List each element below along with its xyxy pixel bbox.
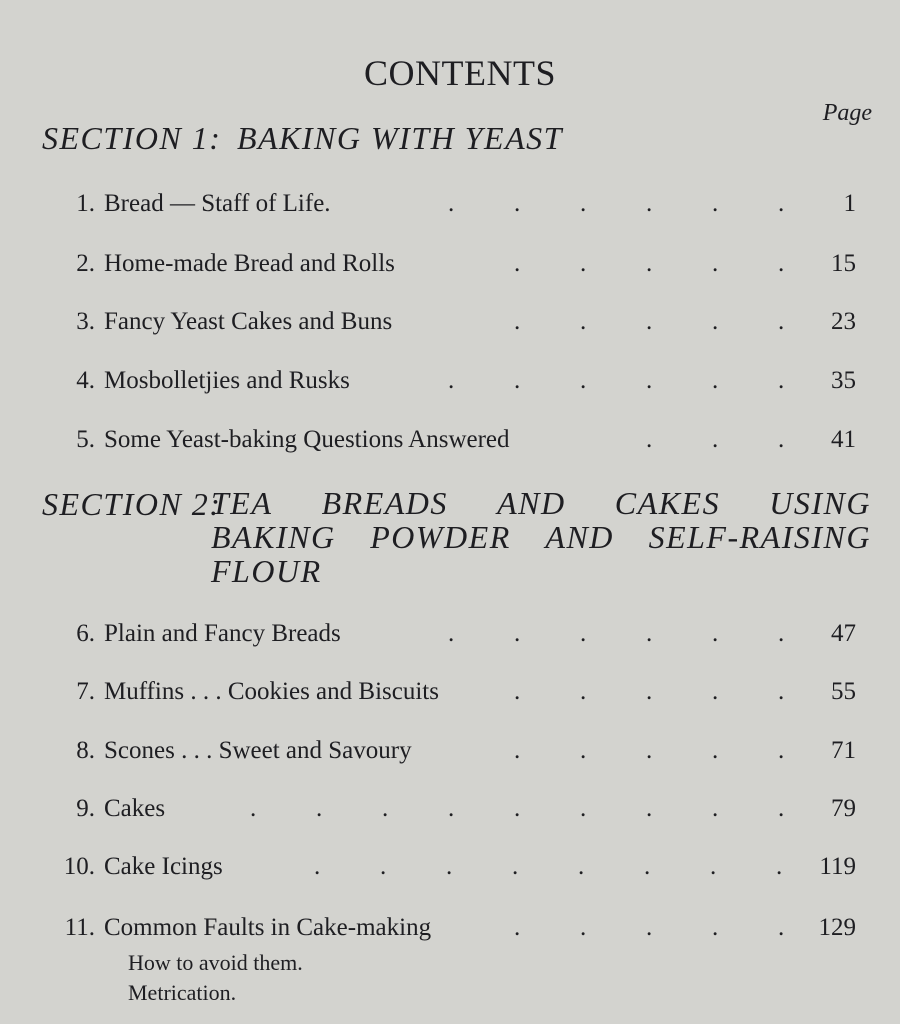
leader-dot: .: [580, 914, 587, 941]
entry-11-sub-1: How to avoid them.: [128, 950, 303, 975]
leader-dot: .: [646, 620, 653, 647]
leader-dot: .: [646, 426, 653, 453]
leader-dot: .: [514, 190, 521, 217]
leader-dot: .: [778, 426, 785, 453]
toc-entry-number: 6.: [76, 620, 95, 647]
leader-dot: .: [580, 308, 587, 335]
toc-entry-number: 10.: [63, 853, 95, 880]
leader-dot: .: [512, 853, 519, 880]
toc-entry: [0, 250, 900, 290]
section-2-label: SECTION 2:: [42, 486, 222, 522]
leader-dot: .: [776, 853, 783, 880]
toc-entry: [0, 678, 900, 718]
toc-entry-title: Plain and Fancy Breads: [104, 620, 341, 647]
leader-dot: .: [580, 190, 587, 217]
section-2-word: CAKES: [614, 485, 721, 521]
toc-entry-title: Scones . . . Sweet and Savoury: [104, 737, 412, 764]
leader-dot: .: [778, 367, 785, 394]
leader-dot: .: [646, 914, 653, 941]
section-2-word: AND: [545, 519, 614, 555]
leader-dot: .: [580, 678, 587, 705]
toc-entry: [0, 190, 900, 230]
leader-dot: .: [646, 367, 653, 394]
toc-entry: [0, 308, 900, 348]
section-2-word: BAKING: [211, 519, 336, 555]
leader-dot: .: [712, 737, 719, 764]
toc-entry: [0, 367, 900, 407]
toc-entry: [0, 853, 900, 893]
leader-dot: .: [646, 737, 653, 764]
leader-dot: .: [514, 308, 521, 335]
leader-dot: .: [712, 914, 719, 941]
leader-dot: .: [448, 190, 455, 217]
toc-entry-number: 5.: [76, 426, 95, 453]
toc-entry: [0, 426, 900, 466]
section-2-line-3: FLOUR: [211, 553, 322, 589]
leader-dot: .: [316, 795, 323, 822]
leader-dot: .: [778, 914, 785, 941]
leader-dot: .: [712, 795, 719, 822]
leader-dot: .: [778, 620, 785, 647]
section-2-line-2: [211, 520, 871, 554]
leader-dot: .: [580, 250, 587, 277]
toc-entry-page: 129: [818, 914, 856, 941]
leader-dot: .: [514, 795, 521, 822]
toc-entry-number: 9.: [76, 795, 95, 822]
page-title: CONTENTS: [364, 53, 556, 93]
leader-dot: .: [712, 620, 719, 647]
leader-dot: .: [712, 426, 719, 453]
leader-dot: .: [646, 250, 653, 277]
leader-dot: .: [580, 795, 587, 822]
leader-dot: .: [778, 190, 785, 217]
leader-dot: .: [578, 853, 585, 880]
toc-entry-number: 1.: [76, 190, 95, 217]
toc-entry-number: 4.: [76, 367, 95, 394]
toc-entry-title: Muffins . . . Cookies and Biscuits: [104, 678, 439, 705]
leader-dot: .: [382, 795, 389, 822]
section-2-word: USING: [769, 485, 871, 521]
toc-entry-title: Cakes: [104, 795, 166, 822]
section-2-word: AND: [497, 485, 566, 521]
toc-entry-number: 11.: [64, 914, 95, 941]
leader-dot: .: [448, 620, 455, 647]
entry-11-sub-2: Metrication.: [128, 980, 237, 1005]
section-2-line-1: [211, 486, 871, 520]
leader-dot: .: [446, 853, 453, 880]
leader-dot: .: [644, 853, 651, 880]
toc-entry: [0, 620, 900, 660]
leader-dot: .: [514, 914, 521, 941]
toc-entry: [0, 914, 900, 954]
toc-entry-title: Cake Icings: [104, 853, 223, 880]
toc-entry-title: Home-made Bread and Rolls: [104, 250, 395, 277]
toc-entry-title: Common Faults in Cake-making: [104, 914, 432, 941]
toc-entry-page: 47: [831, 620, 856, 647]
leader-dot: .: [514, 737, 521, 764]
leader-dot: .: [646, 308, 653, 335]
toc-entry-number: 7.: [76, 678, 95, 705]
leader-dot: .: [710, 853, 717, 880]
section-2-word: TEA: [211, 485, 273, 521]
section-1-name: BAKING WITH YEAST: [236, 120, 563, 156]
section-1-label: SECTION 1:: [42, 120, 222, 156]
leader-dot: .: [712, 190, 719, 217]
leader-dot: .: [712, 678, 719, 705]
leader-dot: .: [778, 308, 785, 335]
toc-entry-page: 71: [831, 737, 856, 764]
toc-entry-title: Fancy Yeast Cakes and Buns: [104, 308, 393, 335]
toc-entry-page: 35: [831, 367, 856, 394]
toc-entry-page: 79: [831, 795, 856, 822]
leader-dot: .: [380, 853, 387, 880]
section-2-word: POWDER: [370, 519, 511, 555]
toc-entry: [0, 795, 900, 835]
toc-entry-title: Some Yeast-baking Questions Answered: [104, 426, 510, 453]
leader-dot: .: [448, 795, 455, 822]
leader-dot: .: [314, 853, 321, 880]
leader-dot: .: [580, 367, 587, 394]
leader-dot: .: [712, 250, 719, 277]
leader-dot: .: [712, 308, 719, 335]
toc-entry-page: 41: [831, 426, 856, 453]
leader-dot: .: [514, 250, 521, 277]
leader-dot: .: [778, 795, 785, 822]
leader-dot: .: [514, 620, 521, 647]
toc-entry: [0, 737, 900, 777]
section-2-word: BREADS: [321, 485, 448, 521]
toc-entry-number: 2.: [76, 250, 95, 277]
toc-entry-number: 8.: [76, 737, 95, 764]
leader-dot: .: [646, 795, 653, 822]
leader-dot: .: [778, 737, 785, 764]
toc-entry-page: 119: [819, 853, 856, 880]
leader-dot: .: [580, 620, 587, 647]
leader-dot: .: [580, 737, 587, 764]
leader-dot: .: [778, 678, 785, 705]
leader-dot: .: [514, 678, 521, 705]
toc-entry-number: 3.: [76, 308, 95, 335]
leader-dot: .: [250, 795, 257, 822]
leader-dot: .: [646, 190, 653, 217]
toc-entry-page: 23: [831, 308, 856, 335]
section-2-word: SELF-RAISING: [648, 519, 871, 555]
leader-dot: .: [778, 250, 785, 277]
leader-dot: .: [448, 367, 455, 394]
toc-entry-page: 15: [831, 250, 856, 277]
section-1-heading: [42, 120, 563, 157]
leader-dot: .: [646, 678, 653, 705]
toc-entry-title: Mosbolletjies and Rusks: [104, 367, 350, 394]
toc-entry-page: 55: [831, 678, 856, 705]
toc-entry-page: 1: [843, 190, 856, 217]
leader-dot: .: [514, 367, 521, 394]
leader-dot: .: [712, 367, 719, 394]
toc-entry-title: Bread — Staff of Life.: [104, 190, 331, 217]
page-column-label: Page: [822, 100, 872, 126]
